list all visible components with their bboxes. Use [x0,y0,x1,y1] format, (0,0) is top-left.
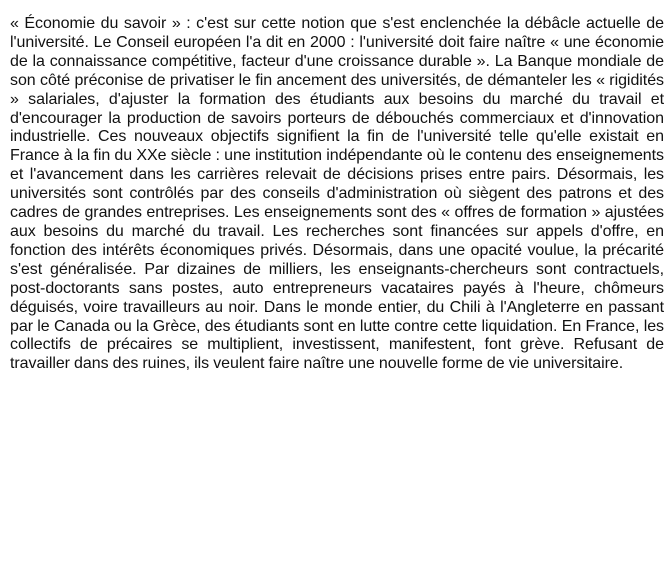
body-paragraph: « Économie du savoir » : c'est sur cette notion que s'est enclenchée la débâcle actuelle de l'université. Le Conseil européen l'a dit en 2000 : l'université doit faire naître « une économie de la connaissance compétitive, facteur d'une croissance durable ». La Banque mondiale de son côté préconise de privatiser le fin ancement des universités, de démanteler les « rigidités » salariales, d'ajuster la formation des étudiants aux besoins du marché du travail et d'encourager la production de savoirs porteurs de débouchés commerciaux et d'innovation industrielle. Ces nouveaux objectifs signifient la fin de l'université telle qu'elle existait en France à la fin du XXe siècle : une institution indépendante où le contenu des enseignements et l'avancement dans les carrières relevait de décisions prises entre pairs. Désormais, les universités sont contrôlés par des conseils d'administration où siègent des patrons et des cadres de grandes entreprises. Les enseignements sont des « offres de formation » ajustées aux besoins du marché du travail. Les recherches sont financées sur appels d'offre, en fonction des intérêts économiques privés. Désormais, dans une opacité voulue, la précarité s'est généralisée. Par dizaines de milliers, les enseignants-chercheurs sont contractuels, post-doctorants sans postes, auto entrepreneurs vacataires payés à l'heure, chômeurs déguisés, voire travailleurs au noir. Dans le monde entier, du Chili à l'Angleterre en passant par le Canada ou la Grèce, des étudiants sont en lutte contre cette liquidation. En France, les collectifs de précaires se multiplient, investissent, manifestent, font grève. Refusant de travailler dans des ruines, ils veulent faire naître une nouvelle forme de vie universitaire. [10,15,664,373]
document-page [10,15,664,374]
